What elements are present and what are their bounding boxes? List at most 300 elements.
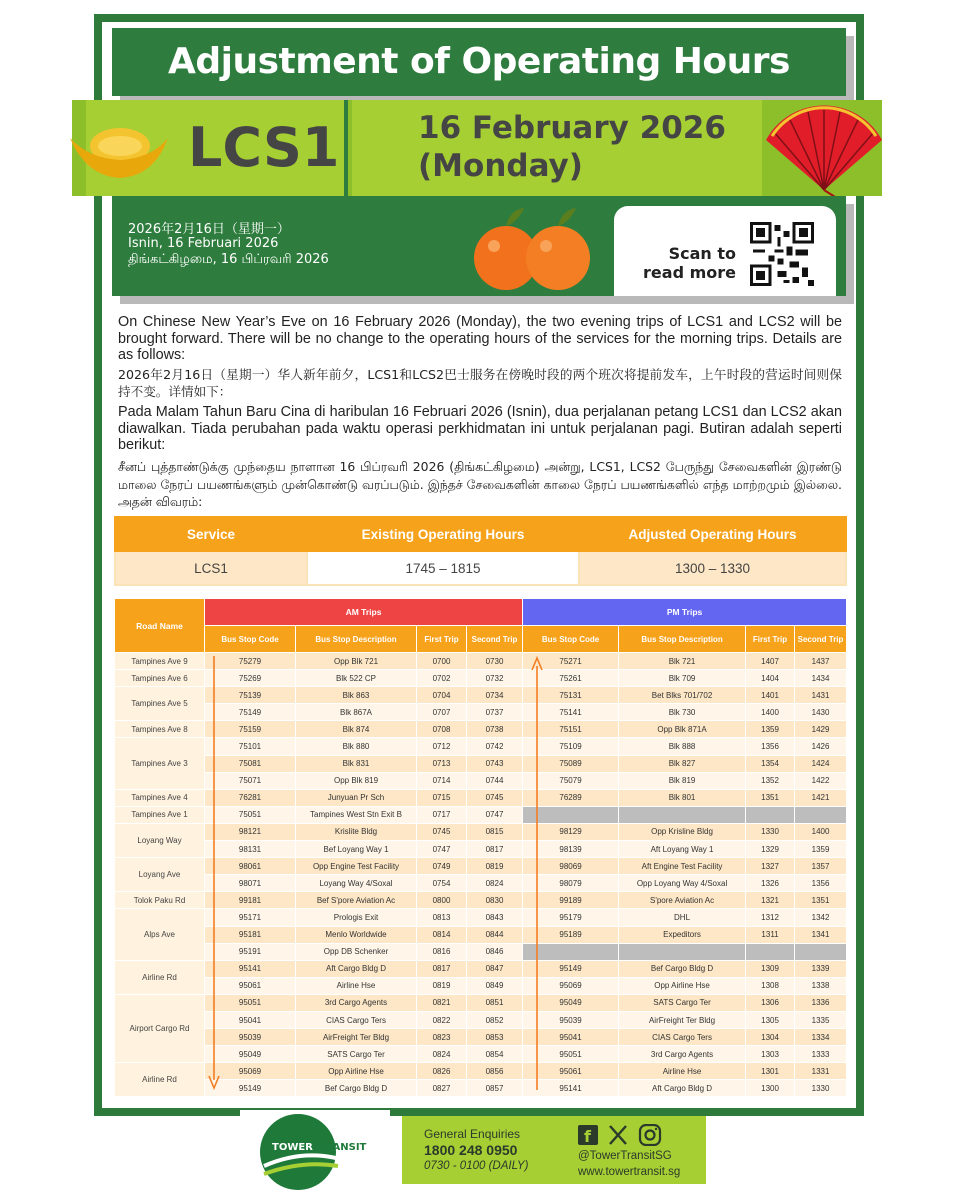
fan-icon xyxy=(760,100,888,204)
pm-first-trip-cell: 1330 xyxy=(746,823,795,840)
enquiries-hours: 0730 - 0100 (DAILY) xyxy=(424,1160,529,1172)
table-row xyxy=(115,943,847,960)
am-second-trip-cell: 0732 xyxy=(467,670,523,687)
pm-first-trip-cell: 1404 xyxy=(746,670,795,687)
am-first-trip-cell: 0824 xyxy=(417,1046,467,1063)
pm-second-trip-cell: 1421 xyxy=(795,789,847,806)
am-stop-description-cell: Blk 880 xyxy=(296,738,417,755)
date-tamil: திங்கட்கிழமை, 16 பிப்ரவரி 2026 xyxy=(128,252,329,267)
pm-stop-description-cell: Opp Loyang Way 4/Soxal xyxy=(619,875,746,892)
am-first-trip-cell: 0702 xyxy=(417,670,467,687)
am-stop-code-cell: 95181 xyxy=(205,926,296,943)
pm-second-trip-cell: 1333 xyxy=(795,1046,847,1063)
am-stop-description-cell: Blk 874 xyxy=(296,721,417,738)
am-second-trip-cell: 0857 xyxy=(467,1080,523,1097)
pm-stop-code-cell: 76289 xyxy=(523,789,619,806)
am-first-trip-cell: 0717 xyxy=(417,806,467,823)
scan-label-line-1: Scan to xyxy=(668,244,736,263)
trips-header-row xyxy=(115,599,847,626)
am-stop-description-cell: AirFreight Ter Bldg xyxy=(296,1029,417,1046)
pm-stop-description-cell: 3rd Cargo Agents xyxy=(619,1046,746,1063)
table-row xyxy=(115,738,847,755)
table-row xyxy=(115,960,847,977)
am-stop-description-cell: Aft Cargo Bldg D xyxy=(296,960,417,977)
pm-first-trip-cell: 1304 xyxy=(746,1029,795,1046)
pm-stop-description-cell: S'pore Aviation Ac xyxy=(619,892,746,909)
notice-english: On Chinese New Year’s Eve on 16 February 2026 (Monday), the two evening trips of LCS1 and LCS2 will be brought forward. There will be no change to the operating hours of the services for the morning trips. Details are as follows: xyxy=(118,314,842,363)
svg-text:f: f xyxy=(584,1127,591,1146)
pm-first-trip-cell: 1401 xyxy=(746,687,795,704)
road-name-cell: Tampines Ave 3 xyxy=(115,738,205,789)
am-stop-description-cell: Blk 831 xyxy=(296,755,417,772)
am-first-trip-cell: 0700 xyxy=(417,653,467,670)
pm-first-trip-cell: 1300 xyxy=(746,1080,795,1097)
table-row xyxy=(115,653,847,670)
am-stop-code-cell: 95141 xyxy=(205,960,296,977)
pm-no-service-cell xyxy=(619,943,746,960)
pm-stop-code-cell: 95149 xyxy=(523,960,619,977)
column-header: Existing Operating Hours xyxy=(307,517,579,551)
am-first-trip-cell: 0713 xyxy=(417,755,467,772)
pm-no-service-cell xyxy=(795,806,847,823)
pm-first-trip-cell: 1308 xyxy=(746,977,795,994)
am-second-trip-cell: 0843 xyxy=(467,909,523,926)
pm-stop-code-cell: 75089 xyxy=(523,755,619,772)
pm-second-trip-cell: 1330 xyxy=(795,1080,847,1097)
title-banner xyxy=(112,28,846,96)
am-stop-description-cell: Blk 522 CP xyxy=(296,670,417,687)
pm-second-trip-cell: 1429 xyxy=(795,721,847,738)
am-second-trip-cell: 0817 xyxy=(467,841,523,858)
pm-stop-description-cell: Bet Blks 701/702 xyxy=(619,687,746,704)
pm-second-trip-cell: 1431 xyxy=(795,687,847,704)
pm-stop-code-cell: 95061 xyxy=(523,1063,619,1080)
am-stop-description-cell: Opp Blk 721 xyxy=(296,653,417,670)
am-first-trip-cell: 0826 xyxy=(417,1063,467,1080)
road-name-cell: Tolok Paku Rd xyxy=(115,892,205,909)
facebook-icon[interactable] xyxy=(578,1125,598,1146)
pm-stop-code-cell: 75271 xyxy=(523,653,619,670)
am-stop-description-cell: SATS Cargo Ter xyxy=(296,1046,417,1063)
table-row xyxy=(115,755,847,772)
notice-chinese: 2026年2月16日（星期一）华人新年前夕，LCS1和LCS2巴士服务在傍晚时段的两个班次将提前发车，上午时段的营运时间则保持不变。详情如下： xyxy=(118,367,842,399)
pm-second-trip-cell: 1356 xyxy=(795,875,847,892)
pm-stop-description-cell: Aft Cargo Bldg D xyxy=(619,1080,746,1097)
am-second-trip-cell: 0854 xyxy=(467,1046,523,1063)
pm-second-trip-cell: 1400 xyxy=(795,823,847,840)
pm-second-trip-cell: 1331 xyxy=(795,1063,847,1080)
am-stop-code-cell: 95051 xyxy=(205,994,296,1011)
pm-stop-description-cell: Airline Hse xyxy=(619,1063,746,1080)
am-stop-description-cell: CIAS Cargo Ters xyxy=(296,1011,417,1028)
am-second-trip-cell: 0824 xyxy=(467,875,523,892)
pm-stop-description-cell: SATS Cargo Ter xyxy=(619,994,746,1011)
pm-first-trip-cell: 1407 xyxy=(746,653,795,670)
notice-malay: Pada Malam Tahun Baru Cina di haribulan 16 Februari 2026 (Isnin), dua perjalanan petang LCS1 dan LCS2 akan diawalkan. Tiada perubahan pada waktu operasi perkhidmatan ini untuk perjalanan pagi. Butiran adalah seperti berikut: xyxy=(118,404,842,453)
gold-ingot-icon xyxy=(66,116,170,186)
am-first-trip-cell: 0747 xyxy=(417,841,467,858)
am-first-trip-cell: 0749 xyxy=(417,858,467,875)
social-icons xyxy=(578,1124,668,1146)
pm-first-trip-cell: 1305 xyxy=(746,1011,795,1028)
pm-stop-description-cell: CIAS Cargo Ters xyxy=(619,1029,746,1046)
pm-second-trip-cell: 1359 xyxy=(795,841,847,858)
am-first-trip-cell: 0813 xyxy=(417,909,467,926)
svg-text:TRANSIT: TRANSIT xyxy=(318,1142,367,1153)
table-row xyxy=(115,823,847,840)
date-line-2: (Monday) xyxy=(418,148,583,184)
pm-stop-description-cell: AirFreight Ter Bldg xyxy=(619,1011,746,1028)
pm-trips-header: PM Trips xyxy=(523,599,847,626)
pm-second-trip-cell: 1430 xyxy=(795,704,847,721)
pm-stop-code-cell: 99189 xyxy=(523,892,619,909)
website-link[interactable]: www.towertransit.sg xyxy=(578,1166,681,1178)
am-second-trip-cell: 0830 xyxy=(467,892,523,909)
am-second-trip-cell: 0734 xyxy=(467,687,523,704)
am-stop-code-cell: 75159 xyxy=(205,721,296,738)
pm-stop-code-cell: 75109 xyxy=(523,738,619,755)
pm-second-trip-cell: 1434 xyxy=(795,670,847,687)
am-stop-description-cell: Bef Loyang Way 1 xyxy=(296,841,417,858)
service-hours-table xyxy=(114,516,847,586)
am-stop-description-cell: Menlo Worldwide xyxy=(296,926,417,943)
trips-subheader-row xyxy=(115,626,847,653)
pm-second-trip-cell: 1424 xyxy=(795,755,847,772)
am-stop-description-cell: Airline Hse xyxy=(296,977,417,994)
road-name-cell: Tampines Ave 8 xyxy=(115,721,205,738)
pm-stop-code-cell: 75131 xyxy=(523,687,619,704)
am-second-trip-cell: 0852 xyxy=(467,1011,523,1028)
pm-second-trip-cell: 1342 xyxy=(795,909,847,926)
table-row xyxy=(115,1063,847,1080)
pm-stop-code-cell: 75141 xyxy=(523,704,619,721)
service-name-cell: LCS1 xyxy=(115,551,307,585)
pm-stop-code-cell: 95069 xyxy=(523,977,619,994)
scan-label-line-2: read more xyxy=(643,263,736,282)
pm-first-trip-cell: 1311 xyxy=(746,926,795,943)
table-row xyxy=(115,806,847,823)
am-second-trip-cell: 0856 xyxy=(467,1063,523,1080)
road-name-cell: Tampines Ave 6 xyxy=(115,670,205,687)
am-stop-description-cell: Bef Cargo Bldg D xyxy=(296,1080,417,1097)
table-row xyxy=(115,841,847,858)
pm-stop-code-cell: 95179 xyxy=(523,909,619,926)
pm-first-trip-cell: 1352 xyxy=(746,772,795,789)
am-stop-code-cell: 95061 xyxy=(205,977,296,994)
am-direction-arrow-icon xyxy=(208,656,220,1090)
pm-first-trip-cell: 1329 xyxy=(746,841,795,858)
pm-stop-code-cell: 75151 xyxy=(523,721,619,738)
pm-second-trip-cell: 1351 xyxy=(795,892,847,909)
am-stop-code-cell: 95069 xyxy=(205,1063,296,1080)
am-first-trip-cell: 0817 xyxy=(417,960,467,977)
am-stop-description-cell: Tampines West Stn Exit B xyxy=(296,806,417,823)
pm-stop-description-cell: Opp Airline Hse xyxy=(619,977,746,994)
pm-first-trip-cell: 1359 xyxy=(746,721,795,738)
pm-stop-description-cell: Blk 819 xyxy=(619,772,746,789)
am-stop-code-cell: 75269 xyxy=(205,670,296,687)
am-trips-header: AM Trips xyxy=(205,599,523,626)
am-first-trip-cell: 0827 xyxy=(417,1080,467,1097)
am-stop-code-cell: 95149 xyxy=(205,1080,296,1097)
am-stop-code-cell: 75139 xyxy=(205,687,296,704)
am-stop-code-cell: 95171 xyxy=(205,909,296,926)
am-first-trip-cell: 0707 xyxy=(417,704,467,721)
adjusted-hours-cell: 1300 – 1330 xyxy=(579,551,846,585)
column-header: Bus Stop Description xyxy=(296,626,417,653)
social-handle[interactable]: @TowerTransitSG xyxy=(578,1150,672,1162)
am-second-trip-cell: 0738 xyxy=(467,721,523,738)
column-header: First Trip xyxy=(417,626,467,653)
table-row xyxy=(115,926,847,943)
table-row xyxy=(115,551,846,585)
pm-second-trip-cell: 1336 xyxy=(795,994,847,1011)
pm-stop-description-cell: Blk 709 xyxy=(619,670,746,687)
pm-first-trip-cell: 1356 xyxy=(746,738,795,755)
table-row xyxy=(115,721,847,738)
pm-stop-code-cell: 75079 xyxy=(523,772,619,789)
am-second-trip-cell: 0815 xyxy=(467,823,523,840)
am-first-trip-cell: 0714 xyxy=(417,772,467,789)
pm-no-service-cell xyxy=(795,943,847,960)
existing-hours-cell: 1745 – 1815 xyxy=(307,551,579,585)
tower-transit-logo[interactable] xyxy=(240,1110,390,1194)
am-second-trip-cell: 0744 xyxy=(467,772,523,789)
pm-stop-code-cell: 98139 xyxy=(523,841,619,858)
pm-second-trip-cell: 1422 xyxy=(795,772,847,789)
am-first-trip-cell: 0814 xyxy=(417,926,467,943)
road-name-cell: Tampines Ave 1 xyxy=(115,806,205,823)
pm-stop-code-cell: 95051 xyxy=(523,1046,619,1063)
am-first-trip-cell: 0745 xyxy=(417,823,467,840)
pm-stop-description-cell: Aft Engine Test Facility xyxy=(619,858,746,875)
am-first-trip-cell: 0800 xyxy=(417,892,467,909)
column-header: Second Trip xyxy=(467,626,523,653)
column-header: Second Trip xyxy=(795,626,847,653)
am-stop-description-cell: Krislite Bldg xyxy=(296,823,417,840)
pm-stop-description-cell: Blk 730 xyxy=(619,704,746,721)
service-table-header-row xyxy=(115,517,846,551)
am-first-trip-cell: 0819 xyxy=(417,977,467,994)
am-stop-code-cell: 75081 xyxy=(205,755,296,772)
pm-first-trip-cell: 1301 xyxy=(746,1063,795,1080)
am-first-trip-cell: 0715 xyxy=(417,789,467,806)
pm-first-trip-cell: 1303 xyxy=(746,1046,795,1063)
date-chinese: 2026年2月16日（星期一） xyxy=(128,222,290,237)
road-name-cell: Loyang Ave xyxy=(115,858,205,892)
pm-first-trip-cell: 1306 xyxy=(746,994,795,1011)
am-second-trip-cell: 0846 xyxy=(467,943,523,960)
am-stop-description-cell: 3rd Cargo Agents xyxy=(296,994,417,1011)
am-stop-code-cell: 95049 xyxy=(205,1046,296,1063)
pm-stop-code-cell: 75261 xyxy=(523,670,619,687)
table-row xyxy=(115,977,847,994)
am-stop-code-cell: 75071 xyxy=(205,772,296,789)
pm-first-trip-cell: 1321 xyxy=(746,892,795,909)
am-stop-description-cell: Opp Engine Test Facility xyxy=(296,858,417,875)
road-name-cell: Loyang Way xyxy=(115,823,205,857)
table-row xyxy=(115,772,847,789)
am-second-trip-cell: 0737 xyxy=(467,704,523,721)
instagram-icon[interactable] xyxy=(640,1125,660,1145)
pm-stop-code-cell: 95141 xyxy=(523,1080,619,1097)
pm-second-trip-cell: 1341 xyxy=(795,926,847,943)
pm-second-trip-cell: 1437 xyxy=(795,653,847,670)
road-name-cell: Airline Rd xyxy=(115,960,205,994)
table-row xyxy=(115,670,847,687)
pm-stop-code-cell: 95041 xyxy=(523,1029,619,1046)
pm-direction-arrow-icon xyxy=(531,656,543,1090)
pm-second-trip-cell: 1357 xyxy=(795,858,847,875)
column-header: Bus Stop Code xyxy=(205,626,296,653)
am-stop-description-cell: Junyuan Pr Sch xyxy=(296,789,417,806)
pm-stop-description-cell: Bef Cargo Bldg D xyxy=(619,960,746,977)
am-stop-description-cell: Blk 863 xyxy=(296,687,417,704)
am-first-trip-cell: 0823 xyxy=(417,1029,467,1046)
am-first-trip-cell: 0708 xyxy=(417,721,467,738)
am-second-trip-cell: 0853 xyxy=(467,1029,523,1046)
pm-stop-description-cell: DHL xyxy=(619,909,746,926)
column-header: Bus Stop Code xyxy=(523,626,619,653)
pm-stop-code-cell: 98069 xyxy=(523,858,619,875)
am-second-trip-cell: 0742 xyxy=(467,738,523,755)
am-stop-code-cell: 75279 xyxy=(205,653,296,670)
pm-second-trip-cell: 1338 xyxy=(795,977,847,994)
pm-stop-code-cell: 95039 xyxy=(523,1011,619,1028)
pm-second-trip-cell: 1339 xyxy=(795,960,847,977)
pm-no-service-cell xyxy=(619,806,746,823)
pm-stop-description-cell: Blk 888 xyxy=(619,738,746,755)
road-name-cell: Tampines Ave 9 xyxy=(115,653,205,670)
pm-first-trip-cell: 1354 xyxy=(746,755,795,772)
am-stop-code-cell: 98071 xyxy=(205,875,296,892)
pm-stop-description-cell: Blk 827 xyxy=(619,755,746,772)
column-header: Adjusted Operating Hours xyxy=(579,517,846,551)
am-stop-code-cell: 76281 xyxy=(205,789,296,806)
trips-body xyxy=(115,653,847,1097)
am-first-trip-cell: 0821 xyxy=(417,994,467,1011)
x-icon[interactable] xyxy=(610,1126,626,1144)
am-second-trip-cell: 0730 xyxy=(467,653,523,670)
pm-no-service-cell xyxy=(746,806,795,823)
am-first-trip-cell: 0822 xyxy=(417,1011,467,1028)
enquiries-phone[interactable]: 1800 248 0950 xyxy=(424,1142,518,1158)
pm-first-trip-cell: 1351 xyxy=(746,789,795,806)
am-second-trip-cell: 0851 xyxy=(467,994,523,1011)
am-stop-code-cell: 98121 xyxy=(205,823,296,840)
am-second-trip-cell: 0743 xyxy=(467,755,523,772)
pm-second-trip-cell: 1335 xyxy=(795,1011,847,1028)
am-stop-code-cell: 95191 xyxy=(205,943,296,960)
road-name-cell: Airport Cargo Rd xyxy=(115,994,205,1062)
road-name-cell: Alps Ave xyxy=(115,909,205,960)
table-row xyxy=(115,909,847,926)
date-line-1: 16 February 2026 xyxy=(418,110,726,146)
road-name-header: Road Name xyxy=(115,599,205,653)
am-second-trip-cell: 0844 xyxy=(467,926,523,943)
table-row xyxy=(115,892,847,909)
am-stop-description-cell: Opp Blk 819 xyxy=(296,772,417,789)
road-name-cell: Tampines Ave 5 xyxy=(115,687,205,721)
am-first-trip-cell: 0704 xyxy=(417,687,467,704)
pm-stop-code-cell: 95189 xyxy=(523,926,619,943)
am-stop-description-cell: Opp Airline Hse xyxy=(296,1063,417,1080)
am-second-trip-cell: 0847 xyxy=(467,960,523,977)
am-second-trip-cell: 0819 xyxy=(467,858,523,875)
table-row xyxy=(115,1046,847,1063)
am-stop-description-cell: Bef S'pore Aviation Ac xyxy=(296,892,417,909)
pm-stop-description-cell: Expeditors xyxy=(619,926,746,943)
svg-text:TOWER: TOWER xyxy=(272,1142,313,1153)
am-second-trip-cell: 0745 xyxy=(467,789,523,806)
table-row xyxy=(115,704,847,721)
pm-first-trip-cell: 1400 xyxy=(746,704,795,721)
date-malay: Isnin, 16 Februari 2026 xyxy=(128,236,279,251)
pm-second-trip-cell: 1334 xyxy=(795,1029,847,1046)
pm-stop-code-cell: 98079 xyxy=(523,875,619,892)
table-row xyxy=(115,687,847,704)
table-row xyxy=(115,858,847,875)
column-header: First Trip xyxy=(746,626,795,653)
pm-stop-description-cell: Aft Loyang Way 1 xyxy=(619,841,746,858)
road-name-cell: Airline Rd xyxy=(115,1063,205,1097)
qr-code-icon[interactable] xyxy=(750,222,814,286)
pm-stop-code-cell: 95049 xyxy=(523,994,619,1011)
am-stop-code-cell: 99181 xyxy=(205,892,296,909)
route-code: LCS1 xyxy=(188,116,340,179)
column-header: Bus Stop Description xyxy=(619,626,746,653)
am-second-trip-cell: 0849 xyxy=(467,977,523,994)
pm-stop-description-cell: Opp Krisline Bldg xyxy=(619,823,746,840)
pm-stop-code-cell: 98129 xyxy=(523,823,619,840)
mandarin-oranges-icon xyxy=(466,200,598,294)
am-stop-code-cell: 98131 xyxy=(205,841,296,858)
pm-first-trip-cell: 1312 xyxy=(746,909,795,926)
page-title: Adjustment of Operating Hours xyxy=(168,41,790,82)
am-stop-description-cell: Prologis Exit xyxy=(296,909,417,926)
table-row xyxy=(115,875,847,892)
pm-second-trip-cell: 1426 xyxy=(795,738,847,755)
enquiries-label: General Enquiries xyxy=(424,1127,521,1141)
pm-stop-description-cell: Blk 801 xyxy=(619,789,746,806)
notice-tamil: சீனப் புத்தாண்டுக்கு முந்தைய நாளான 16 பிப்ரவரி 2026 (திங்கட்கிழமை) அன்று, LCS1, LCS2 பேருந்து சேவைகளின் இரண்டு மாலை நேரப் பயணங்களும் முன்கொண்டு வரப்படும். இந்தச் சேவைகளின் காலை நேரப் பயணங்களில் எந்த மாற்றமும் இல்லை. அதன் விவரம்: xyxy=(118,459,842,509)
am-second-trip-cell: 0747 xyxy=(467,806,523,823)
table-row xyxy=(115,1080,847,1097)
am-first-trip-cell: 0754 xyxy=(417,875,467,892)
am-first-trip-cell: 0816 xyxy=(417,943,467,960)
pm-stop-description-cell: Blk 721 xyxy=(619,653,746,670)
am-stop-description-cell: Blk 867A xyxy=(296,704,417,721)
am-stop-code-cell: 95041 xyxy=(205,1011,296,1028)
table-row xyxy=(115,994,847,1011)
am-stop-code-cell: 95039 xyxy=(205,1029,296,1046)
am-stop-code-cell: 75149 xyxy=(205,704,296,721)
table-row xyxy=(115,1011,847,1028)
pm-first-trip-cell: 1309 xyxy=(746,960,795,977)
am-first-trip-cell: 0712 xyxy=(417,738,467,755)
pm-no-service-cell xyxy=(746,943,795,960)
am-stop-description-cell: Loyang Way 4/Soxal xyxy=(296,875,417,892)
am-stop-code-cell: 75101 xyxy=(205,738,296,755)
am-stop-code-cell: 75051 xyxy=(205,806,296,823)
table-row xyxy=(115,789,847,806)
trips-table xyxy=(114,598,847,1097)
am-stop-description-cell: Opp DB Schenker xyxy=(296,943,417,960)
pm-first-trip-cell: 1326 xyxy=(746,875,795,892)
am-stop-code-cell: 98061 xyxy=(205,858,296,875)
pm-stop-description-cell: Opp Blk 871A xyxy=(619,721,746,738)
pm-first-trip-cell: 1327 xyxy=(746,858,795,875)
